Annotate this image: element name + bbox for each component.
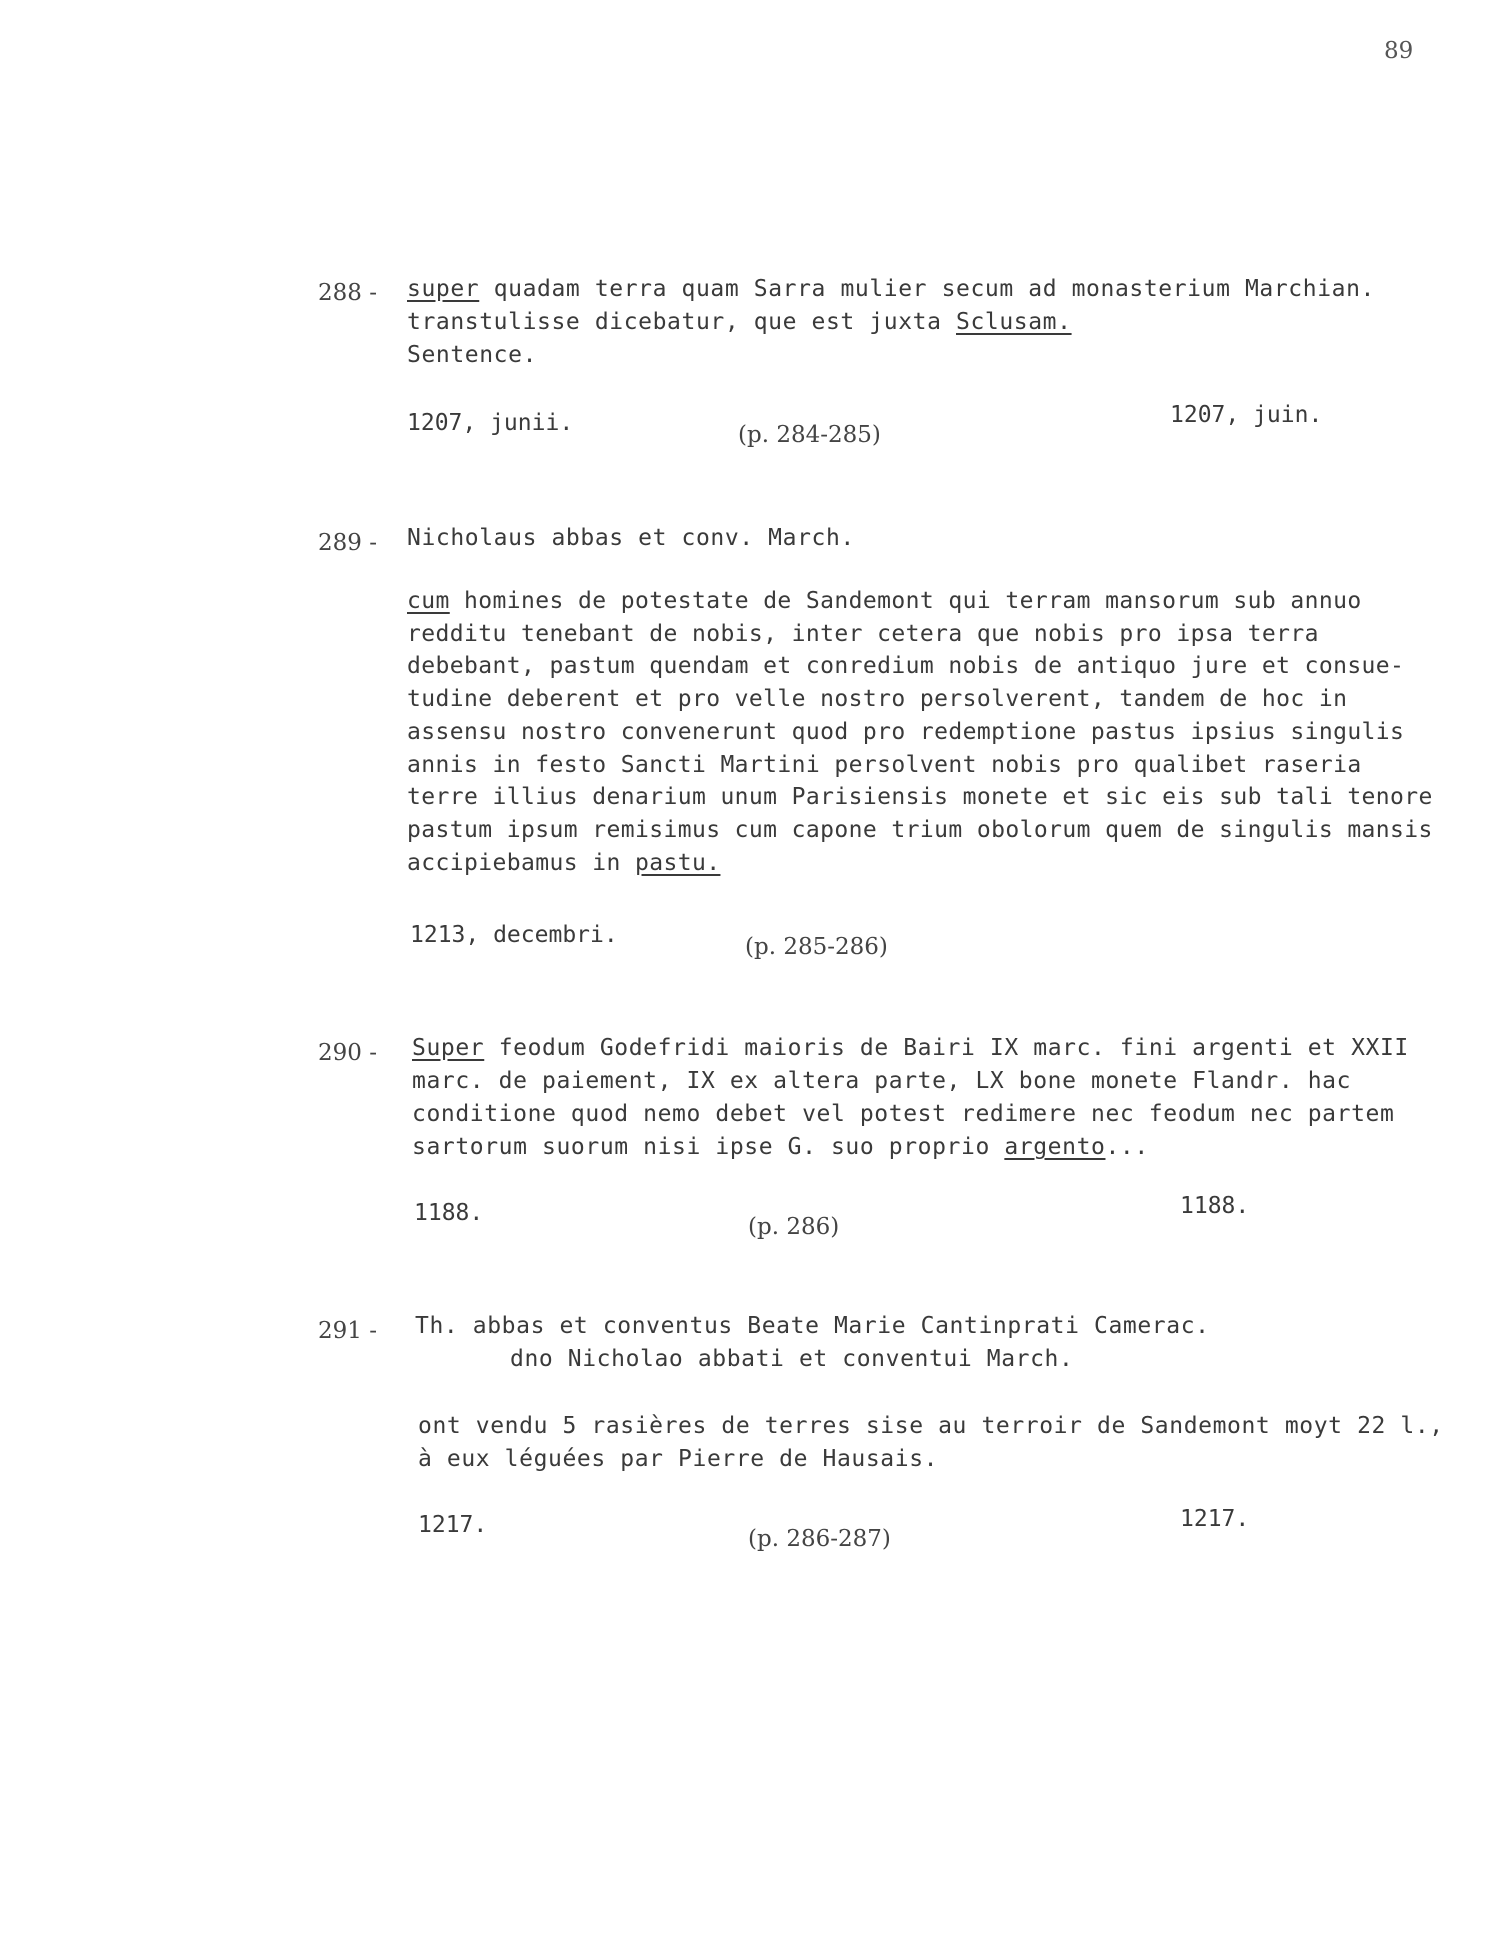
entry-line: conditione quod nemo debet vel potest redimere nec feodum nec partem (412, 1101, 1395, 1127)
page-reference: (p. 286-287) (748, 1526, 891, 1552)
underlined-word: cum (407, 588, 450, 614)
entry-line: terre illius denarium unum Parisiensis monete et sic eis sub tali tenore (407, 784, 1433, 811)
entry-line (412, 1032, 1409, 1065)
underlined-word: Super (412, 1035, 485, 1061)
page-reference: (p. 286) (748, 1214, 840, 1240)
text-run: mulier secum ad monasterium Marchian. (826, 276, 1375, 302)
entry-line: à eux léguées par Pierre de Hausais. (418, 1446, 939, 1472)
text-run: transtulisse dicebatur, que est juxta (407, 309, 956, 335)
page-reference: (p. 284-285) (738, 422, 881, 448)
text-run: homines de potestate de Sandemont qui terram mansorum sub annuo (449, 588, 1362, 614)
entry-line: tudine deberent et pro velle nostro persolverent, tandem de hoc in (407, 686, 1348, 713)
entry-line: Sentence. (407, 342, 538, 368)
page-reference: (p. 285-286) (745, 934, 888, 960)
underlined-word: super (407, 276, 480, 302)
entry-heading: Th. abbas et conventus Beate Marie Cantinprati Camerac. (415, 1313, 1210, 1339)
page-number: 89 (1384, 38, 1414, 64)
entry-line: annis in festo Sancti Martini persolvent nobis pro qualibet raseria (407, 751, 1362, 778)
date-latin: 1217. (418, 1512, 488, 1538)
entry-line: debebant, pastum quendam et conredium nobis de antiquo jure et consue- (407, 653, 1405, 680)
entry-line (407, 306, 1072, 339)
entry-paragraph (407, 585, 1433, 879)
entry-number: 288 - (318, 280, 377, 306)
date-french: 1188. (1180, 1193, 1250, 1219)
entry-line (407, 273, 1375, 306)
entry-line (407, 847, 1433, 880)
date-french: 1207, juin. (1170, 402, 1323, 428)
entry-number: 290 - (318, 1040, 377, 1066)
underlined-word: pastu. (634, 849, 721, 876)
text-run: ... (1105, 1134, 1149, 1160)
entry-line (407, 585, 1433, 618)
entry-line: ont vendu 5 rasières de terres sise au terroir de Sandemont moyt 22 l., (418, 1413, 1444, 1439)
date-latin: 1213, decembri. (410, 922, 618, 948)
date-latin: 1188. (414, 1200, 484, 1226)
entry-line: marc. de paiement, IX ex altera parte, LX bone monete Flandr. hac (412, 1068, 1352, 1094)
entry-number: 291 - (318, 1318, 377, 1344)
text-run: quadam terra quam (479, 276, 754, 302)
text-run: accipiebamus in (407, 849, 635, 876)
date-french: 1217. (1180, 1506, 1250, 1532)
text-run: feodum Godefridi maioris de Bairi IX marc. fini argenti et XXII (484, 1035, 1409, 1061)
entry-line: assensu nostro convenerunt quod pro redemptione pastus ipsius singulis (407, 718, 1405, 745)
underlined-word: argento (1004, 1134, 1106, 1160)
text-run: Sarra (753, 276, 826, 302)
date-latin: 1207, junii. (407, 410, 574, 436)
entry-heading: Nicholaus abbas et conv. March. (407, 525, 855, 551)
entry-number: 289 - (318, 530, 377, 556)
entry-heading: dno Nicholao abbati et conventui March. (510, 1346, 1074, 1372)
entry-line: redditu tenebant de nobis, inter cetera que nobis pro ipsa terra (407, 620, 1319, 647)
entry-line (412, 1131, 1149, 1164)
entry-line: pastum ipsum remisimus cum capone trium obolorum quem de singulis mansis (407, 816, 1433, 843)
text-run: sartorum suorum nisi ipse G. suo proprio (412, 1134, 1005, 1160)
underlined-word: Sclusam. (956, 309, 1072, 335)
